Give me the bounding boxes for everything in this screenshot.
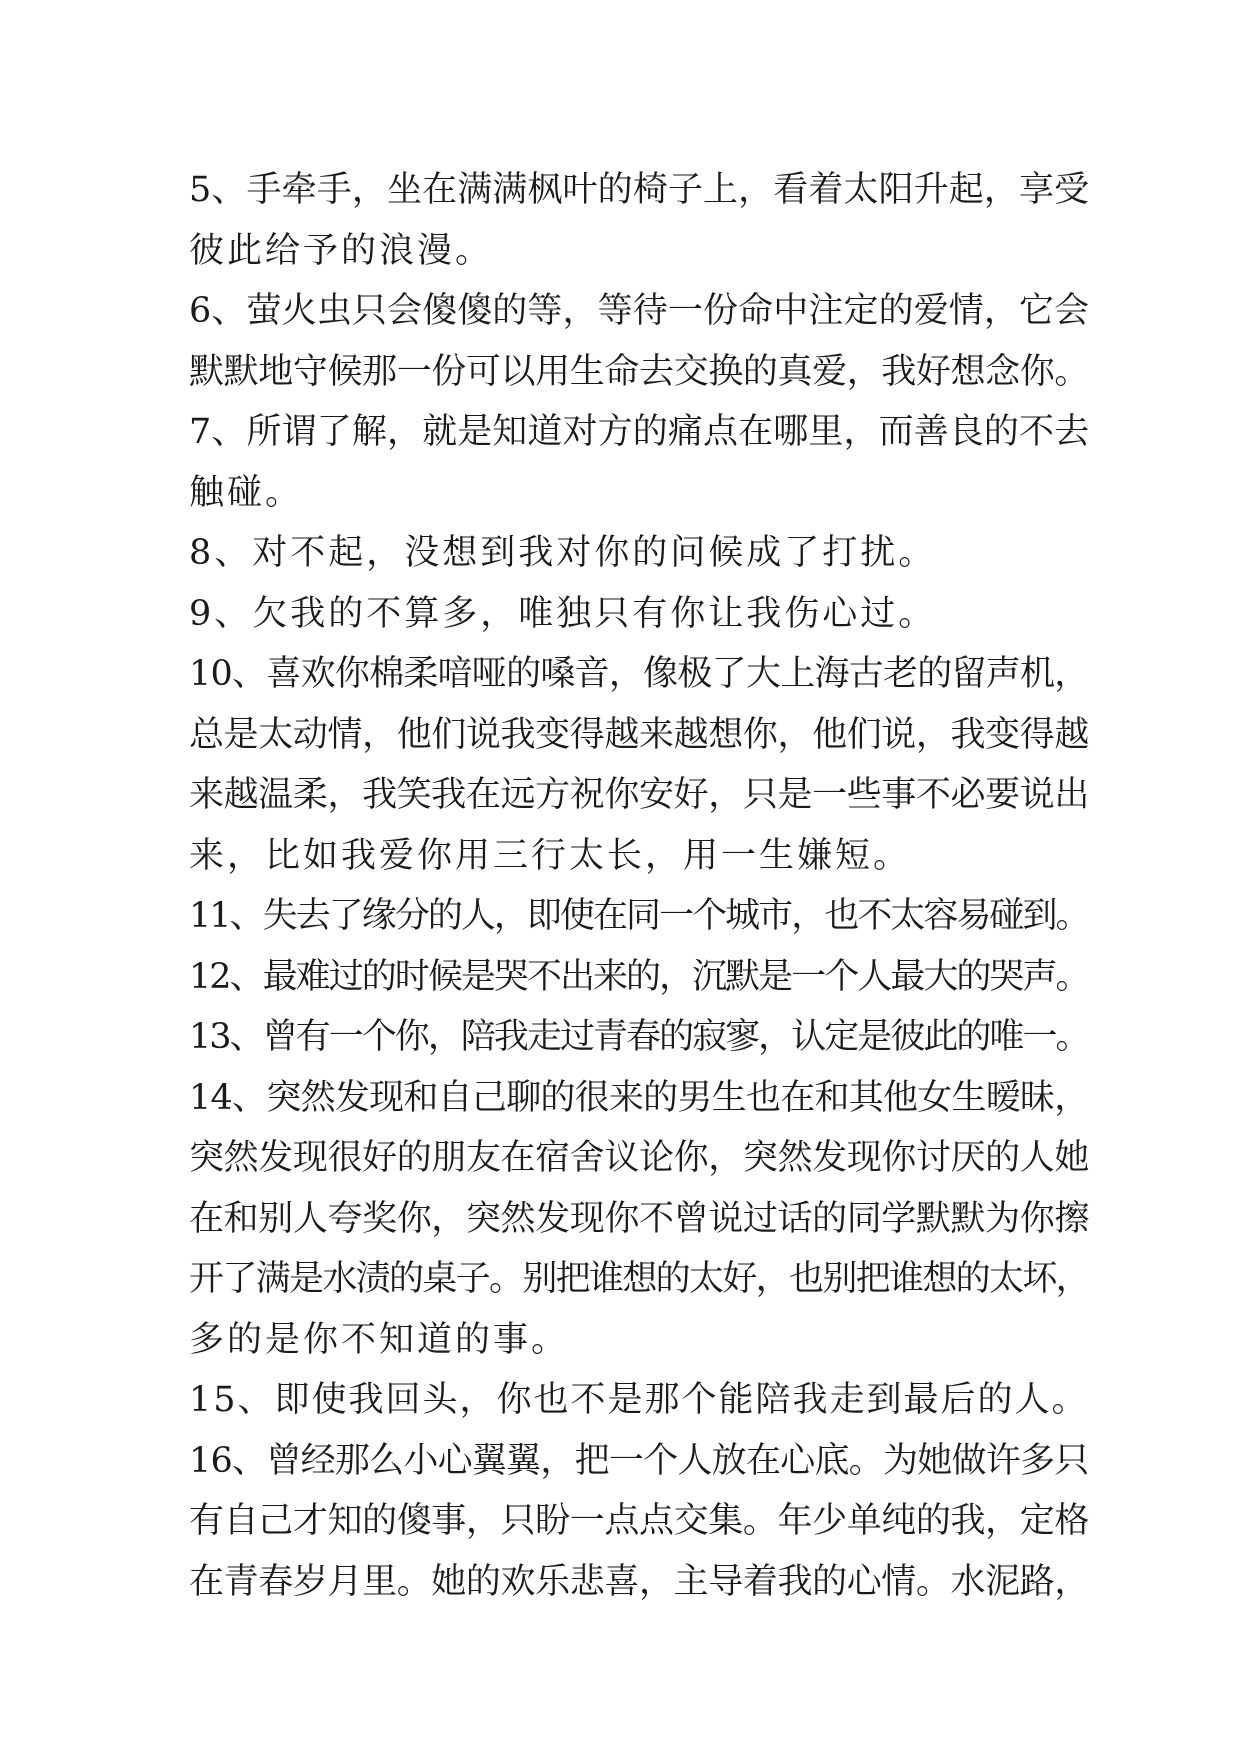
- text-line: 突然发现很好的朋友在宿舍议论你，突然发现你讨厌的人她: [189, 1138, 1090, 1178]
- text-line: 6、萤火虫只会傻傻的等，等待一份命中注定的爱情，它会: [189, 291, 1090, 331]
- text-line: 有自己才知的傻事，只盼一点点交集。年少单纯的我，定格: [189, 1501, 1090, 1541]
- text-line: 开了满是水渍的桌子。别把谁想的太好，也别把谁想的太坏，: [189, 1259, 1090, 1299]
- text-line: 彼此给予的浪漫。: [189, 230, 494, 271]
- text-line: 9、欠我的不算多，唯独只有你让我伤心过。: [189, 593, 937, 634]
- text-line: 在青春岁月里。她的欢乐悲喜，主导着我的心情。水泥路，: [189, 1561, 1090, 1602]
- text-line: 多的是你不知道的事。: [189, 1319, 570, 1360]
- text-line: 11、失去了缘分的人，即使在同一个城市，也不太容易碰到。: [189, 896, 1089, 936]
- text-line: 触碰。: [189, 472, 304, 513]
- text-line: 13、曾有一个你，陪我走过青春的寂寥，认定是彼此的唯一。: [189, 1017, 1089, 1057]
- text-line: 5、手牵手，坐在满满枫叶的椅子上，看着太阳升起，享受: [189, 170, 1090, 210]
- text-line: 默默地守候那一份可以用生命去交换的真爱，我好想念你。: [189, 351, 1090, 392]
- text-line: 10、喜欢你棉柔喑哑的嗓音，像极了大上海古老的留声机，: [189, 654, 1089, 694]
- text-line: 总是太动情，他们说我变得越来越想你，他们说，我变得越: [189, 714, 1090, 755]
- text-line: 8、对不起，没想到我对你的问候成了打扰。: [189, 533, 937, 573]
- text-line: 7、所谓了解，就是知道对方的痛点在哪里，而善良的不去: [189, 412, 1090, 452]
- text-line: 16、曾经那么小心翼翼，把一个人放在心底。为她做许多只: [189, 1440, 1089, 1481]
- document-body: [189, 160, 1089, 1612]
- text-line: 来，比如我爱你用三行太长，用一生嫌短。: [189, 835, 912, 876]
- text-line: 14、突然发现和自己聊的很来的男生也在和其他女生暧昧，: [189, 1077, 1089, 1118]
- text-line: 来越温柔，我笑我在远方祝你安好，只是一些事不必要说出: [189, 775, 1090, 815]
- text-line: 12、最难过的时候是哭不出来的，沉默是一个人最大的哭声。: [189, 956, 1089, 997]
- text-line: 在和别人夸奖你，突然发现你不曾说过话的同学默默为你擦: [189, 1198, 1090, 1239]
- text-line: 15、即使我回头，你也不是那个能陪我走到最后的人。: [189, 1380, 1089, 1420]
